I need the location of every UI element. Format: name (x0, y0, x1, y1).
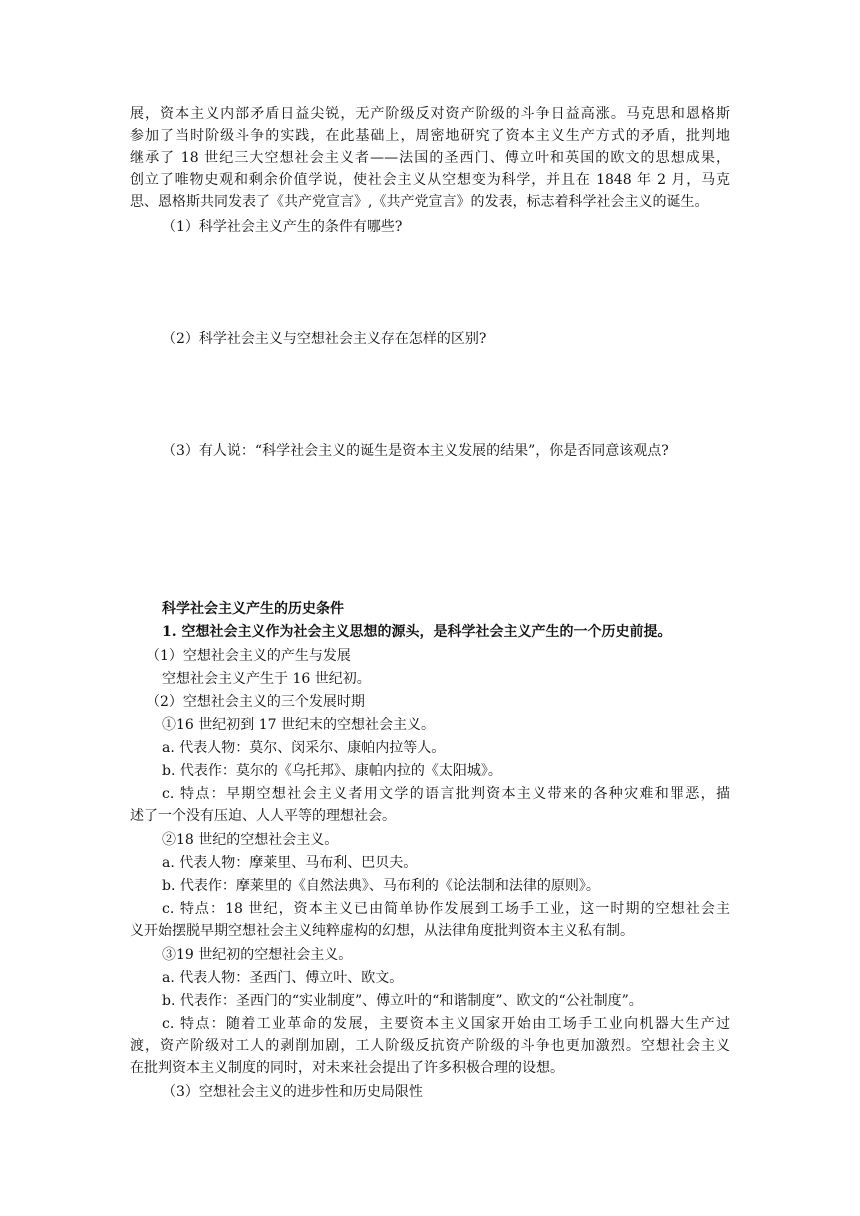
period-2-a: a. 代表人物：摩莱里、马布利、巴贝夫。 (162, 855, 418, 871)
intro-line-4: 创立了唯物史观和剩余价值学说，使社会主义从空想变为科学，并且在 1848 年 2 月，马克 (130, 172, 730, 188)
question-1: （1）科学社会主义产生的条件有哪些? (162, 219, 403, 235)
question-2: （2）科学社会主义与空想社会主义存在怎样的区别? (162, 331, 487, 347)
period-2-title: ②18 世纪的空想社会主义。 (162, 832, 339, 848)
intro-line-2: 参加了当时阶级斗争的实践，在此基础上，周密地研究了资本主义生产方式的矛盾，批判地 (130, 128, 730, 144)
period-1-a: a. 代表人物：莫尔、闵采尔、康帕内拉等人。 (162, 740, 446, 756)
period-3-c-line-1: c. 特点：随着工业革命的发展，主要资本主义国家开始由工场手工业向机器大生产过 (162, 1016, 730, 1032)
period-3-c-line-3: 在批判资本主义制度的同时，对未来社会提出了许多积极合理的设想。 (130, 1060, 564, 1076)
section-heading: 科学社会主义产生的历史条件 (162, 601, 344, 617)
period-1-b: b. 代表作：莫尔的《乌托邦》、康帕内拉的《太阳城》。 (162, 763, 502, 779)
period-2-c-line-2: 义开始摆脱早期空想社会主义纯粹虚构的幻想，从法律角度批判资本主义私有制。 (130, 923, 634, 939)
subheading-1: （1）空想社会主义的产生与发展 (146, 648, 351, 664)
period-1-c-line-1: c. 特点：早期空想社会主义者用文学的语言批判资本主义带来的各种灾难和罪恶，描 (162, 786, 730, 802)
period-3-b: b. 代表作：圣西门的“实业制度”、傅立叶的“和谐制度”、欧文的“公社制度”。 (162, 993, 643, 1009)
subheading-1-text: 空想社会主义产生于 16 世纪初。 (162, 671, 371, 687)
period-3-a: a. 代表人物：圣西门、傅立叶、欧文。 (162, 970, 404, 986)
question-3: （3）有人说：“科学社会主义的诞生是资本主义发展的结果”，你是否同意该观点? (162, 443, 669, 459)
subheading-3: （3）空想社会主义的进步性和历史局限性 (162, 1084, 423, 1100)
period-1-title: ①16 世纪初到 17 世纪末的空想社会主义。 (162, 717, 435, 733)
subheading-2: （2）空想社会主义的三个发展时期 (146, 694, 365, 710)
intro-line-5: 思、恩格斯共同发表了《共产党宣言》,《共产党宣言》的发表，标志着科学社会主义的诞生。 (130, 194, 709, 210)
period-3-c-line-2: 渡，资产阶级对工人的剥削加剧，工人阶级反抗资产阶级的斗争也更加激烈。空想社会主义 (130, 1038, 730, 1054)
period-2-b: b. 代表作：摩莱里的《自然法典》、马布利的《论法制和法律的原则》。 (162, 878, 600, 894)
period-3-title: ③19 世纪初的空想社会主义。 (162, 947, 353, 963)
period-2-c-line-1: c. 特点：18 世纪，资本主义已由简单协作发展到工场手工业，这一时期的空想社会主 (162, 901, 730, 917)
period-1-c-line-2: 述了一个没有压迫、人人平等的理想社会。 (130, 808, 396, 824)
intro-line-1: 展，资本主义内部矛盾日益尖锐，无产阶级反对资产阶级的斗争日益高涨。马克思和恩格斯 (130, 106, 730, 122)
point-1: 1. 空想社会主义作为社会主义思想的源头，是科学社会主义产生的一个历史前提。 (162, 624, 672, 640)
intro-line-3: 继承了 18 世纪三大空想社会主义者——法国的圣西门、傅立叶和英国的欧文的思想成果， (130, 150, 730, 166)
